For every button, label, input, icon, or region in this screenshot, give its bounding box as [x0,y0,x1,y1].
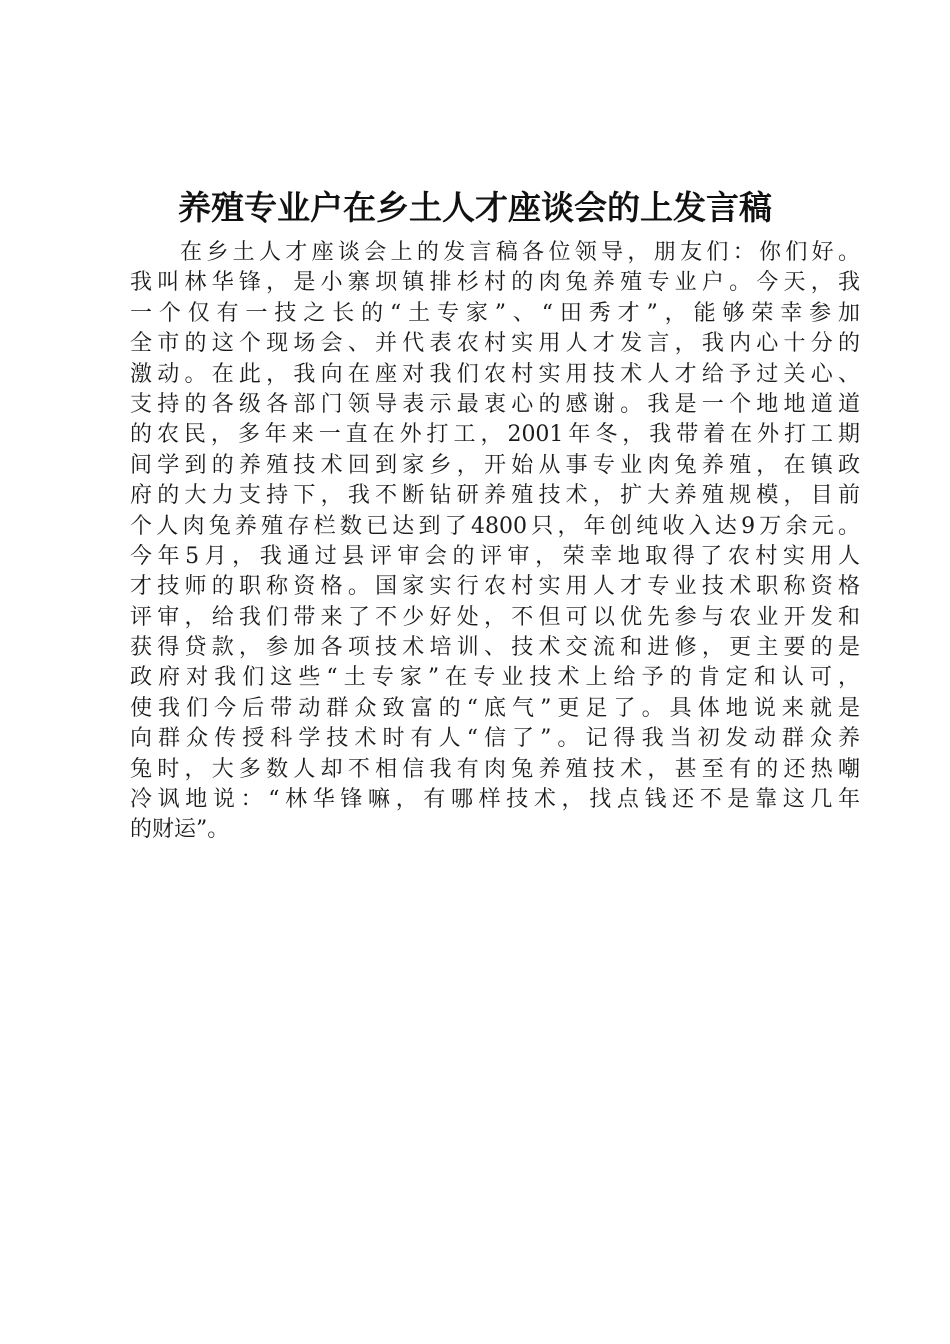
body-line: 的农民，多年来一直在外打工，2001年冬，我带着在外打工期 [130,422,860,448]
body-line: 使我们今后带动群众致富的“底气”更足了。具体地说来就是 [130,695,860,721]
body-line: 向群众传授科学技术时有人“信了”。记得我当初发动群众养 [130,726,860,752]
body-line: 评审，给我们带来了不少好处，不但可以优先参与农业开发和 [130,604,860,630]
body-line: 的财运”。 [130,817,230,843]
body-line: 个人肉兔养殖存栏数已达到了4800只，年创纯收入达9万余元。 [130,513,860,539]
body-line: 政府对我们这些“土专家”在专业技术上给予的肯定和认可， [130,665,860,691]
body-line: 支持的各级各部门领导表示最衷心的感谢。我是一个地地道道 [130,391,860,417]
body-line: 一个仅有一技之长的“土专家”、“田秀才”，能够荣幸参加 [130,300,860,326]
document-title: 养殖专业户在乡土人才座谈会的上发言稿 [178,188,772,227]
body-line: 府的大力支持下，我不断钻研养殖技术，扩大养殖规模，目前 [130,483,860,509]
body-line: 获得贷款，参加各项技术培训、技术交流和进修，更主要的是 [130,635,860,661]
body-line: 今年5月，我通过县评审会的评审，荣幸地取得了农村实用人 [130,543,860,569]
body-line: 才技师的职称资格。国家实行农村实用人才专业技术职称资格 [130,574,860,600]
document-body [130,238,860,846]
body-line: 我叫林华锋，是小寨坝镇排杉村的肉兔养殖专业户。今天，我 [130,270,860,296]
body-line: 间学到的养殖技术回到家乡，开始从事专业肉兔养殖，在镇政 [130,452,860,478]
body-line: 全市的这个现场会、并代表农村实用人才发言，我内心十分的 [130,331,860,357]
body-line: 兔时，大多数人却不相信我有肉兔养殖技术，甚至有的还热嘲 [130,756,860,782]
body-line: 冷讽地说：“林华锋嘛，有哪样技术，找点钱还不是靠这几年 [130,787,860,813]
body-line: 激动。在此，我向在座对我们农村实用技术人才给予过关心、 [130,361,860,387]
body-line: 在乡土人才座谈会上的发言稿各位领导，朋友们：你们好。 [180,240,860,265]
